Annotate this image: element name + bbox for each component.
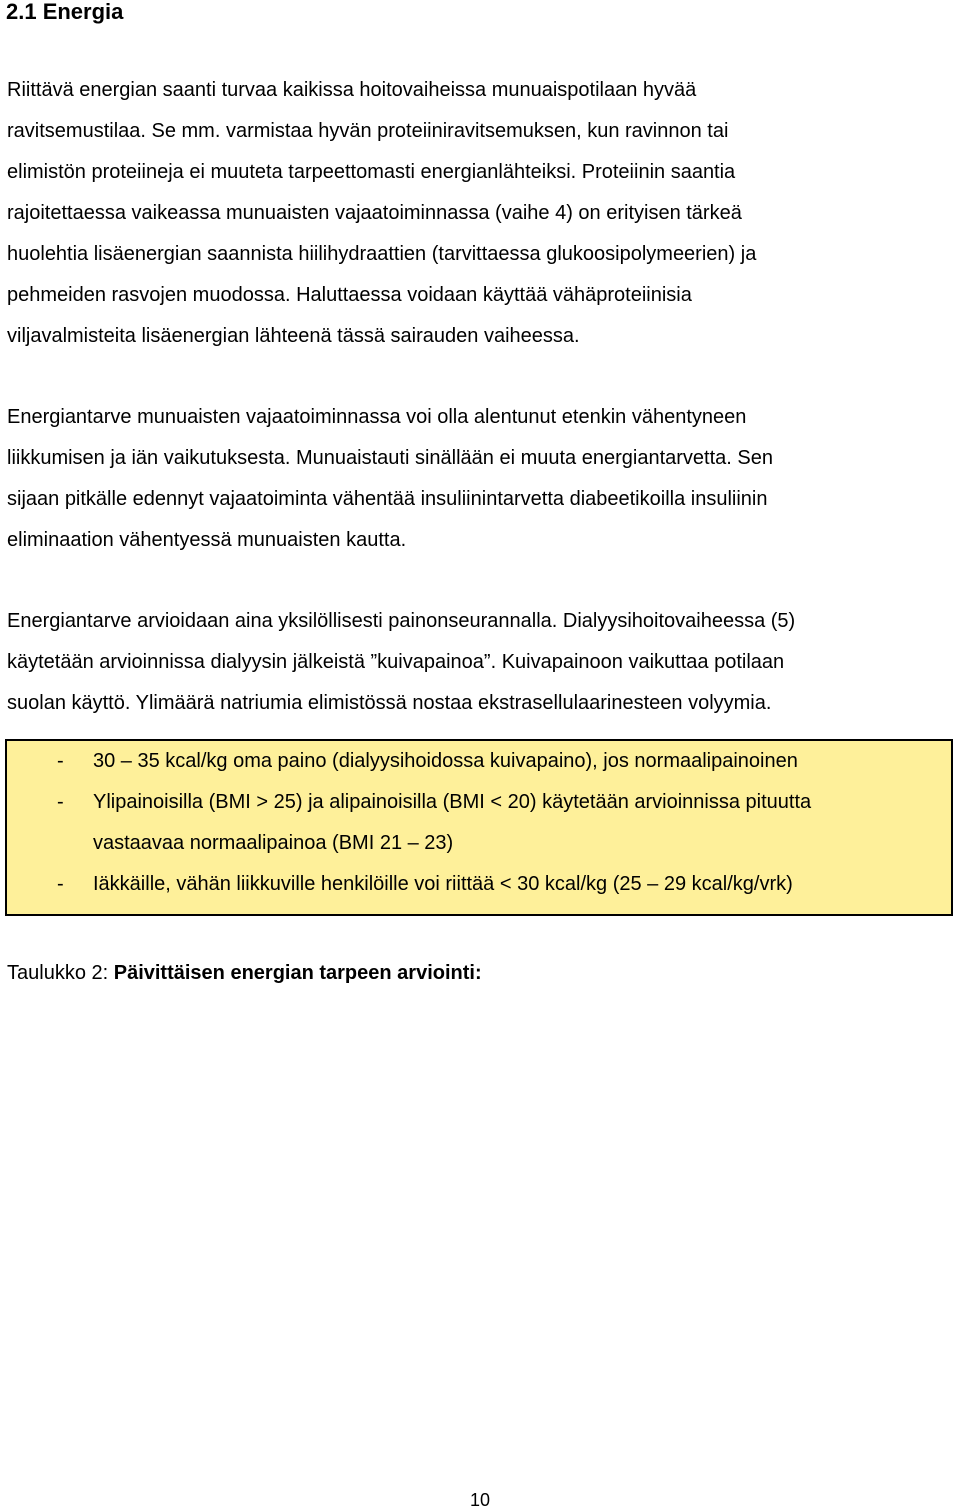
section-heading: 2.1 Energia xyxy=(6,0,124,24)
paragraph-line: sijaan pitkälle edennyt vajaatoiminta vähentää insuliinintarvetta diabeetikoilla insuliinin xyxy=(7,488,768,510)
paragraph-line: rajoitettaessa vaikeassa munuaisten vajaatoiminnassa (vaihe 4) on erityisen tärkeä xyxy=(7,202,742,224)
guideline-text: 30 – 35 kcal/kg oma paino (dialyysihoidossa kuivapaino), jos normaalipainoinen xyxy=(93,750,798,772)
caption-prefix: Taulukko 2: xyxy=(7,962,114,984)
guideline-text: Ylipainoisilla (BMI > 25) ja alipainoisilla (BMI < 20) käytetään arvioinnissa pituutta xyxy=(93,791,812,813)
bullet-dash: - xyxy=(57,791,64,813)
paragraph-line: Riittävä energian saanti turvaa kaikissa hoitovaiheissa munuaispotilaan hyvää xyxy=(7,79,697,101)
bullet-dash: - xyxy=(57,750,64,772)
paragraph-energy-intake xyxy=(7,70,953,357)
paragraph-line: Energiantarve munuaisten vajaatoiminnassa voi olla alentunut etenkin vähentyneen xyxy=(7,406,747,428)
paragraph-line: pehmeiden rasvojen muodossa. Haluttaessa voidaan käyttää vähäproteiinisia xyxy=(7,284,692,306)
paragraph-line: elimistön proteiineja ei muuteta tarpeettomasti energianlähteiksi. Proteiinin saantia xyxy=(7,161,736,183)
bullet-dash: - xyxy=(57,873,64,895)
paragraph-line: Energiantarve arvioidaan aina yksilöllisesti painonseurannalla. Dialyysihoitovaiheessa (5) xyxy=(7,610,796,632)
guideline-text: Iäkkäille, vähän liikkuville henkilöille voi riittää < 30 kcal/kg (25 – 29 kcal/kg/vrk) xyxy=(93,873,793,895)
paragraph-line: huolehtia lisäenergian saannista hiilihydraattien (tarvittaessa glukoosipolymeerien) ja xyxy=(7,243,757,265)
caption-title: Päivittäisen energian tarpeen arviointi: xyxy=(113,962,482,984)
page-number: 10 xyxy=(469,1490,491,1510)
paragraph-line: viljavalmisteita lisäenergian lähteenä tässä sairauden vaiheessa. xyxy=(7,325,580,347)
energy-guideline-box xyxy=(5,739,953,916)
paragraph-line: liikkumisen ja iän vaikutuksesta. Munuaistauti sinällään ei muuta energiantarvetta. Sen xyxy=(7,447,773,469)
paragraph-line: eliminaation vähentyessä munuaisten kautta. xyxy=(7,529,407,551)
paragraph-line: suolan käyttö. Ylimäärä natriumia elimistössä nostaa ekstrasellulaarinesteen volyymia. xyxy=(7,692,772,714)
paragraph-energy-need xyxy=(7,397,953,561)
paragraph-line: ravitsemustilaa. Se mm. varmistaa hyvän proteiiniravitsemuksen, kun ravinnon tai xyxy=(7,120,729,142)
paragraph-line: käytetään arvioinnissa dialyysin jälkeistä ”kuivapainoa”. Kuivapainoon vaikuttaa potilaan xyxy=(7,651,785,673)
table-caption xyxy=(7,956,482,990)
guideline-text: vastaavaa normaalipainoa (BMI 21 – 23) xyxy=(93,832,454,854)
paragraph-energy-assessment xyxy=(7,601,953,724)
